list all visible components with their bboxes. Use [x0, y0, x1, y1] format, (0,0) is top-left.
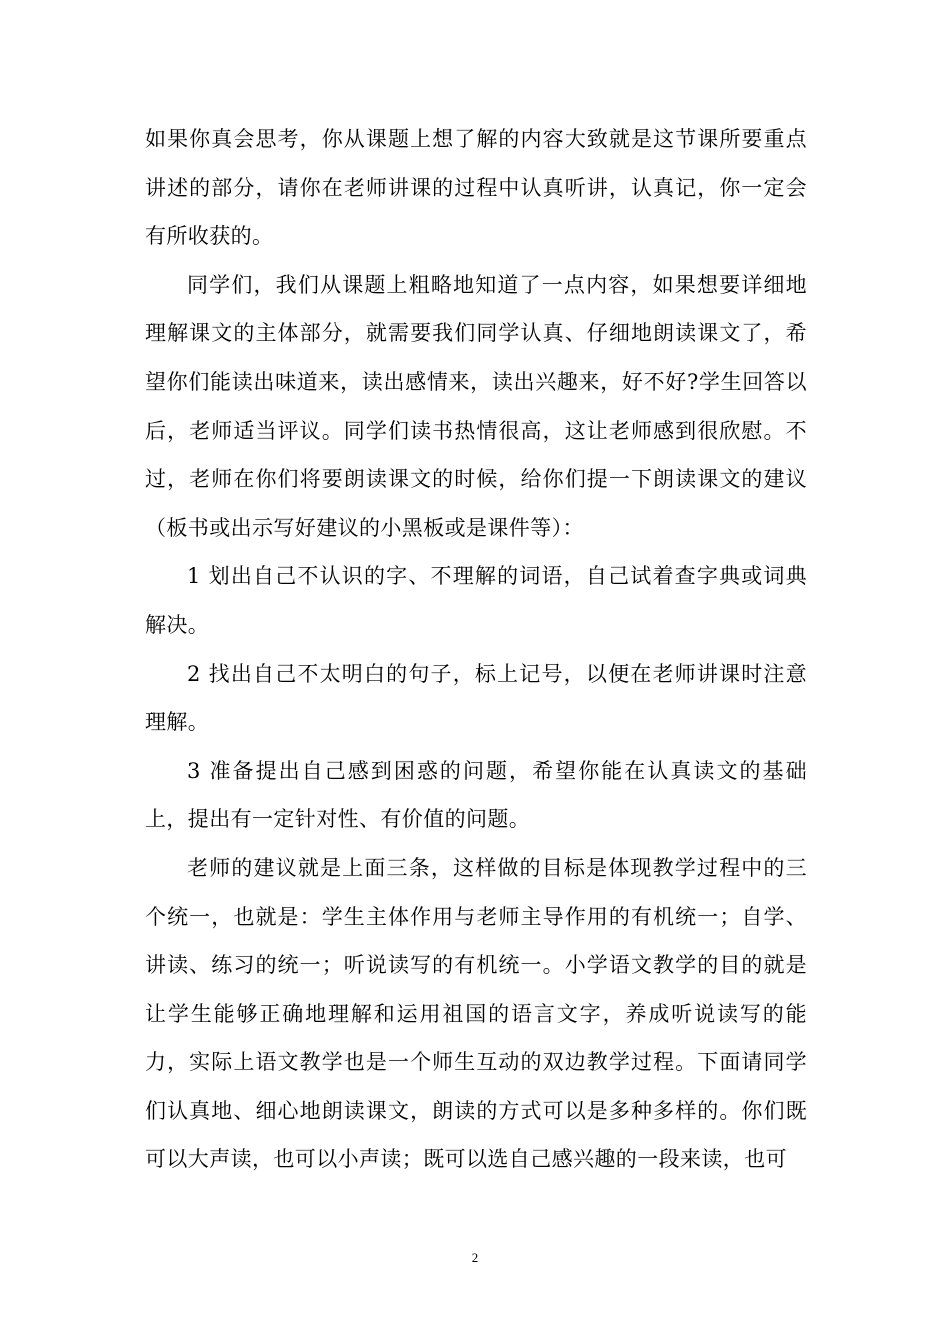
- list-item-suggestion-1: 1 划出自己不认识的字、不理解的词语，自己试着查字典或词典解决。: [145, 564, 807, 637]
- body-text: [145, 115, 807, 1184]
- page-number: 2: [471, 1250, 479, 1265]
- list-item-suggestion-3: 3 准备提出自己感到困惑的问题，希望你能在认真读文的基础上，提出有一定针对性、有价值的问题。: [145, 758, 807, 832]
- paragraph: 如果你真会思考，你从课题上想了解的内容大致就是这节课所要重点讲述的部分，请你在老师讲课的过程中认真听讲，认真记，你一定会有所收获的。: [145, 127, 807, 249]
- paragraph: 同学们，我们从课题上粗略地知道了一点内容，如果想要详细地理解课文的主体部分，就需要我们同学认真、仔细地朗读课文了，希望你们能读出味道来，读出感情来，读出兴趣来，好不好?学生回答以后，老师适当评议。同学们读书热情很高，这让老师感到很欣慰。不过，老师在你们将要朗读课文的时候，给你们提一下朗读课文的建议（板书或出示写好建议的小黑板或是课件等）：: [145, 272, 807, 540]
- list-item-suggestion-2: 2 找出自己不太明白的句子，标上记号，以便在老师讲课时注意理解。: [145, 661, 807, 735]
- paragraph: 老师的建议就是上面三条，这样做的目标是体现教学过程中的三个统一，也就是：学生主体作用与老师主导作用的有机统一；自学、讲读、练习的统一；听说读写的有机统一。小学语文教学的目的就是让学生能够正确地理解和运用祖国的语言文字，养成听说读写的能力，实际上语文教学也是一个师生互动的双边教学过程。下面请同学们认真地、细心地朗读课文，朗读的方式可以是多种多样的。你们既可以大声读，也可以小声读；既可以选自己感兴趣的一段来读，也可: [145, 855, 807, 1172]
